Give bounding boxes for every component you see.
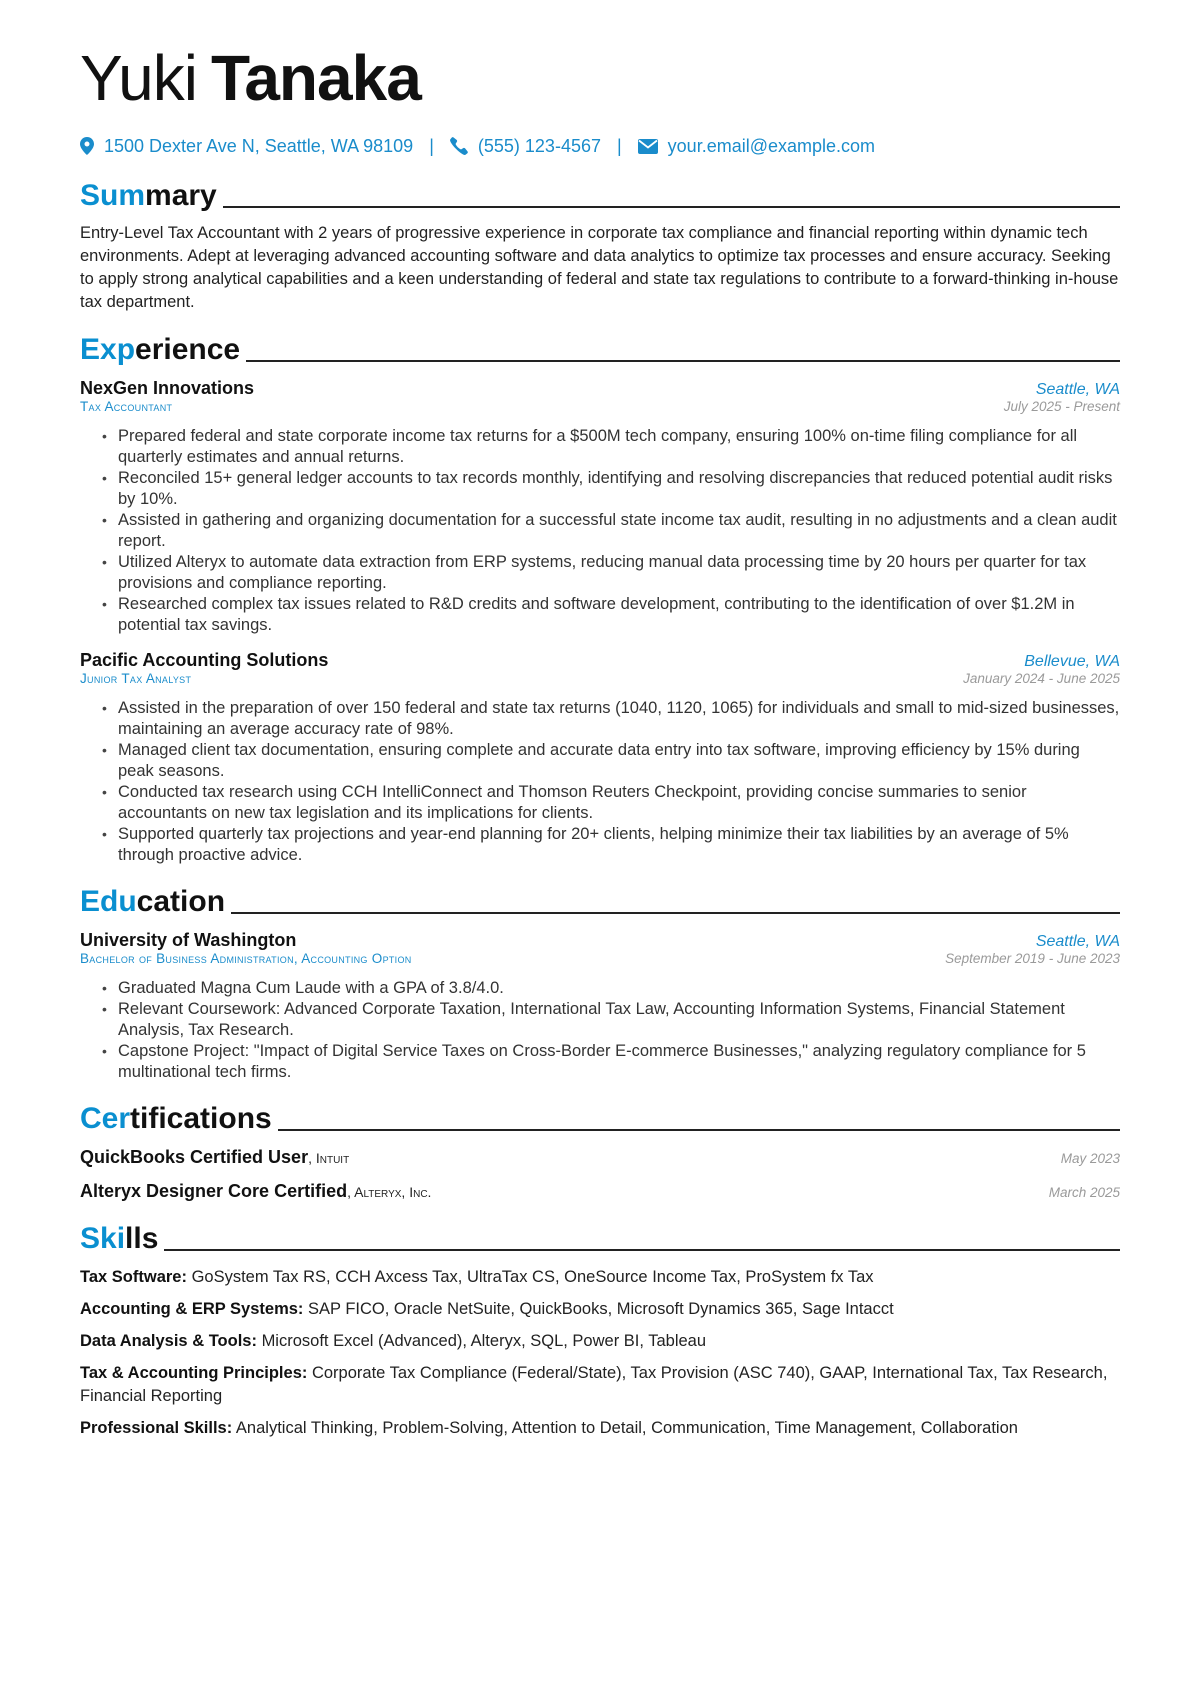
education-title-accent: Edu [80,885,137,918]
skill-label: Tax Software: [80,1268,187,1286]
envelope-icon [638,139,658,154]
skill-value: Analytical Thinking, Problem-Solving, Attention to Detail, Communication, Time Management, Collaboration [235,1419,1018,1437]
list-item: • Prepared federal and state corporate income tax returns for a $500M tech company, ensuring 100% on-time filing compliance for all quarterly estimates and annual returns. [118,426,1120,468]
last-name: Tanaka [210,42,421,114]
education-bullets [80,978,1120,1083]
skill-row [80,1266,1120,1289]
section-rule [164,1249,1120,1251]
list-item: • Assisted in gathering and organizing documentation for a successful state income tax audit, resulting in no adjustments and a clean audit report. [118,510,1120,552]
skill-value: Corporate Tax Compliance (Federal/State), Tax Provision (ASC 740), GAAP, International Tax, Tax Research, Financial Reporting [80,1364,1108,1405]
skill-value: Microsoft Excel (Advanced), Alteryx, SQL, Power BI, Tableau [261,1332,707,1350]
experience-heading [80,328,1120,368]
section-rule [231,912,1120,914]
map-pin-icon [80,137,94,155]
certification-date: May 2023 [1060,1151,1120,1166]
list-item: • Researched complex tax issues related to R&D credits and software development, contributing to the identification of over $1.2M in potential tax savings. [118,594,1120,636]
section-rule [223,206,1120,208]
list-item: • Conducted tax research using CCH IntelliConnect and Thomson Reuters Checkpoint, providing concise summaries to senior accountants on new tax legislation and its implications for clients. [118,782,1120,824]
job-location: Seattle, WA [1035,381,1120,398]
skill-row [80,1330,1120,1353]
section-rule [278,1129,1120,1131]
skill-row [80,1362,1120,1408]
job-role: Tax Accountant [80,399,173,414]
school-name: University of Washington [80,930,297,950]
education-entry [80,930,1120,1083]
list-item: • Graduated Magna Cum Laude with a GPA of 3.8/4.0. [118,978,1120,999]
contact-bar [80,132,1120,160]
certification-date: March 2025 [1048,1185,1120,1200]
contact-separator: | [616,135,622,156]
summary-title-accent: Sum [80,179,146,212]
skill-row [80,1298,1120,1321]
phone-icon [450,137,468,155]
experience-title-accent: Exp [80,333,136,366]
list-item: • Assisted in the preparation of over 150 federal and state tax returns (1040, 1120, 1065) for individuals and small to mid-sized businesses, maintaining an average accuracy rate of 98%. [118,698,1120,740]
company-name: Pacific Accounting Solutions [80,650,329,670]
certification-name: Alteryx Designer Core Certified [80,1181,348,1201]
first-name: Yuki [80,42,197,114]
certification-issuer: Intuit [315,1150,350,1166]
skill-label: Professional Skills: [80,1419,233,1437]
experience-title-rest: erience [135,333,241,366]
job-entry [80,378,1120,636]
job-entry [80,650,1120,866]
skills-title-accent: Ski [80,1222,126,1255]
certifications-title-accent: Cer [80,1102,131,1135]
resume-page [80,40,1120,1440]
candidate-name [80,40,1120,120]
summary-heading [80,174,1120,214]
list-item: • Utilized Alteryx to automate data extraction from ERP systems, reducing manual data processing time by 20 hours per quarter for tax provisions and compliance reporting. [118,552,1120,594]
skill-label: Data Analysis & Tools: [80,1332,257,1350]
list-item: • Managed client tax documentation, ensuring complete and accurate data entry into tax software, improving efficiency by 15% during peak seasons. [118,740,1120,782]
email-link[interactable]: your.email@example.com [667,135,876,156]
certification-item: QuickBooks Certified User, Intuit May 2023 [80,1147,1120,1167]
education-heading [80,880,1120,920]
education-dates: September 2019 - June 2023 [945,951,1120,966]
job-location: Bellevue, WA [1024,653,1120,670]
job-dates: January 2024 - June 2025 [963,671,1120,686]
phone-text: (555) 123-4567 [477,135,601,156]
contact-separator: | [429,135,434,156]
certifications-heading [80,1097,1120,1137]
list-item: • Capstone Project: "Impact of Digital Service Taxes on Cross-Border E-commerce Businesses," analyzing regulatory compliance for 5 multinational tech firms. [118,1041,1120,1083]
section-rule [246,360,1120,362]
skill-value: GoSystem Tax RS, CCH Axcess Tax, UltraTax CS, OneSource Income Tax, ProSystem fx Tax [191,1268,874,1286]
email-item[interactable] [638,136,875,157]
list-item: • Reconciled 15+ general ledger accounts to tax records monthly, identifying and resolving discrepancies that reduced potential audit risks by 10%. [118,468,1120,510]
certification-name: QuickBooks Certified User [80,1147,309,1167]
job-dates: July 2025 - Present [1003,399,1120,414]
summary-title-rest: mary [145,179,217,212]
school-location: Seattle, WA [1035,933,1120,950]
skill-label: Tax & Accounting Principles: [80,1364,308,1382]
list-item: • Relevant Coursework: Advanced Corporate Taxation, International Tax Law, Accounting Information Systems, Financial Statement Analysis, Tax Research. [118,999,1120,1041]
company-name: NexGen Innovations [80,378,255,398]
job-role: Junior Tax Analyst [80,671,192,686]
education-title-rest: cation [136,885,226,918]
skill-value: SAP FICO, Oracle NetSuite, QuickBooks, Microsoft Dynamics 365, Sage Intacct [308,1300,894,1318]
skill-row [80,1417,1120,1440]
summary-text: Entry-Level Tax Accountant with 2 years of progressive experience in corporate tax compliance and financial reporting within dynamic tech environments. Adept at leveraging advanced accounting software and data analytics to optimize tax processes and ensure accuracy. Seeking to apply strong analytical capabilities and a keen understanding of federal and state tax regulations to contribute to a forward-thinking in-house tax department. [80,224,1119,311]
address-text: 1500 Dexter Ave N, Seattle, WA 98109 [104,135,414,156]
job-bullets [80,426,1120,636]
degree: Bachelor of Business Administration, Accounting Option [80,951,412,966]
list-item: • Supported quarterly tax projections and year-end planning for 20+ clients, helping minimize their tax liabilities by an average of 5% through proactive advice. [118,824,1120,866]
phone-item[interactable] [450,136,601,157]
skills-heading [80,1217,1120,1257]
skills-title-rest: lls [125,1222,159,1255]
certification-issuer: Alteryx, Inc. [354,1184,432,1200]
certification-item: Alteryx Designer Core Certified, Alteryx, Inc. March 2025 [80,1181,1120,1201]
address-item [80,136,413,157]
job-bullets [80,698,1120,866]
skill-label: Accounting & ERP Systems: [80,1300,304,1318]
certifications-title-rest: tifications [130,1102,272,1135]
